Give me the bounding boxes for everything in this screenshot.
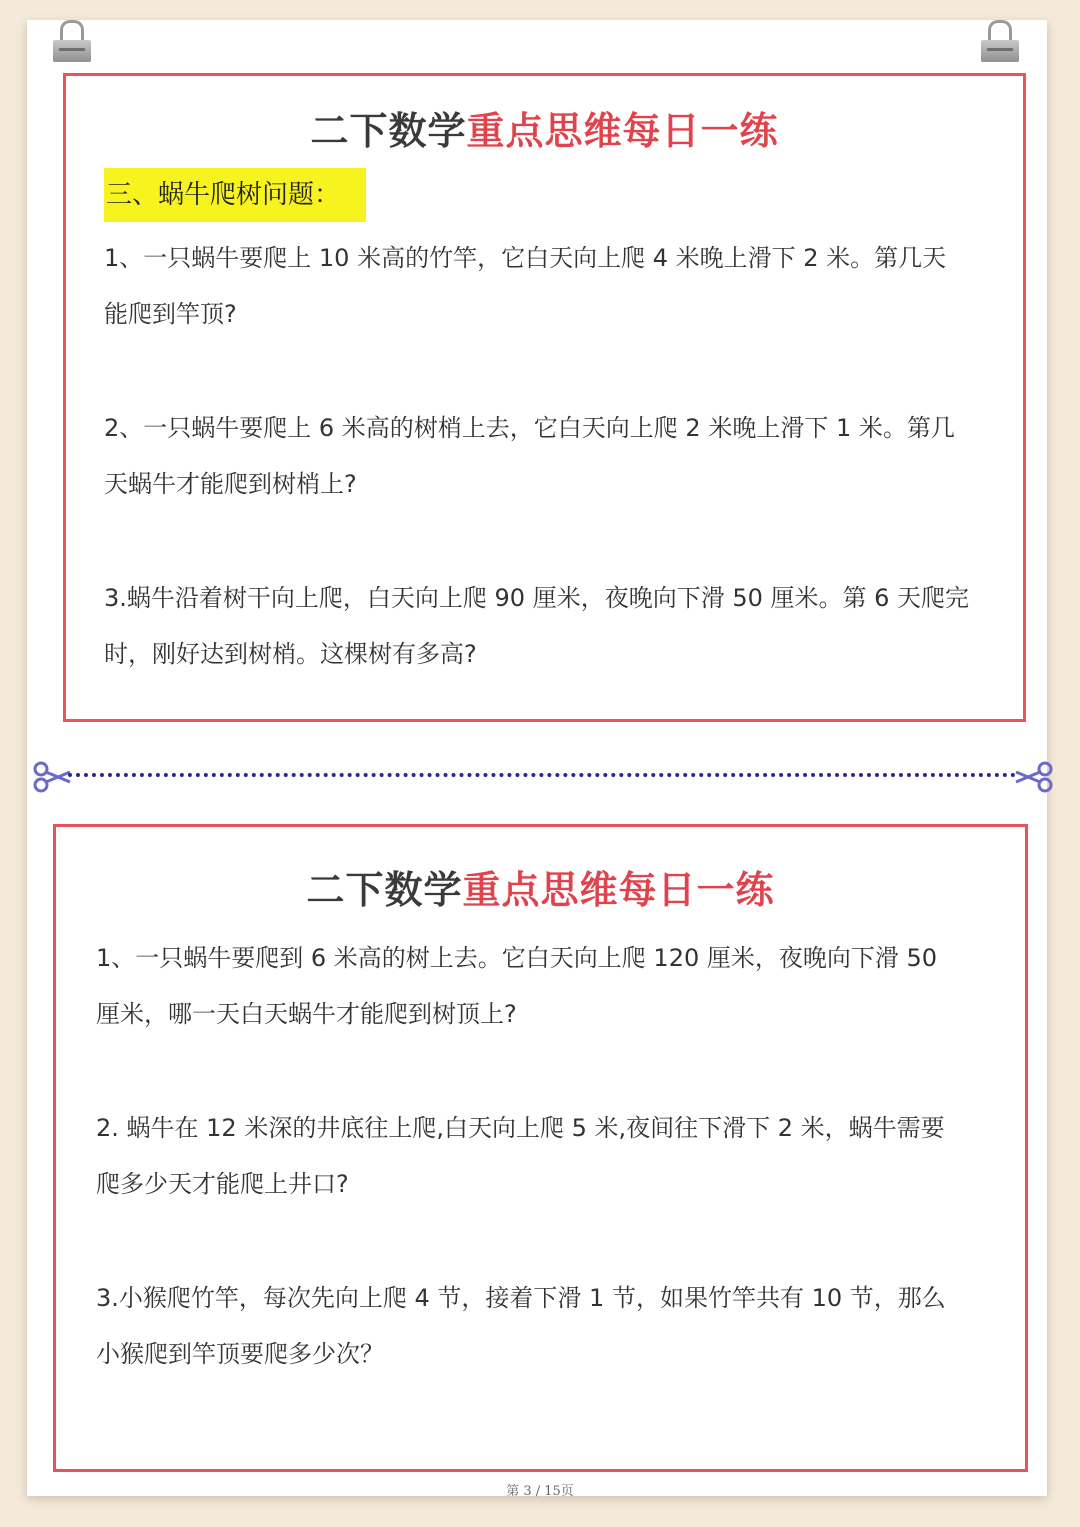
section-heading: 三、蜗牛爬树问题： — [104, 168, 366, 222]
title-red-part: 重点思维每日一练 — [466, 108, 779, 153]
question-line: 3.小猴爬竹竿，每次先向上爬 4 节，接着下滑 1 节，如果竹竿共有 10 节，那么 — [96, 1284, 946, 1312]
question-line: 爬多少天才能爬上井口? — [96, 1170, 349, 1198]
title-dark-part: 二下数学 — [310, 108, 467, 153]
question-line: 1、一只蜗牛要爬上 10 米高的竹竿，它白天向上爬 4 米晚上滑下 2 米。第几天 — [104, 244, 947, 272]
card-title — [66, 100, 1023, 155]
question-line: 厘米，哪一天白天蜗牛才能爬到树顶上? — [96, 1000, 517, 1028]
cut-line — [32, 758, 1054, 794]
exercise-card-2 — [53, 824, 1028, 1472]
title-dark-part: 二下数学 — [306, 867, 463, 912]
question-line: 2. 蜗牛在 12 米深的井底往上爬,白天向上爬 5 米,夜间往下滑下 2 米，蜗牛需要 — [96, 1114, 945, 1142]
scissors-icon — [1014, 758, 1054, 794]
question-line: 时，刚好达到树梢。这棵树有多高? — [104, 640, 477, 668]
question-line: 2、一只蜗牛要爬上 6 米高的树梢上去，它白天向上爬 2 米晚上滑下 1 米。第几 — [104, 414, 955, 442]
scissors-icon — [32, 758, 72, 794]
card-title — [56, 859, 1025, 914]
question-line: 3.蜗牛沿着树干向上爬，白天向上爬 90 厘米，夜晚向下滑 50 厘米。第 6 天爬完 — [104, 584, 970, 612]
binder-clip-icon — [979, 20, 1021, 64]
page-number: 第 3 / 15页 — [506, 1484, 574, 1499]
question-line: 天蜗牛才能爬到树梢上? — [104, 470, 357, 498]
dotted-line — [68, 773, 1016, 777]
title-red-part: 重点思维每日一练 — [462, 867, 775, 912]
question-line: 小猴爬到竿顶要爬多少次？ — [96, 1340, 384, 1368]
question-line: 能爬到竿顶? — [104, 300, 237, 328]
question-line: 1、一只蜗牛要爬到 6 米高的树上去。它白天向上爬 120 厘米，夜晚向下滑 50 — [96, 944, 938, 972]
binder-clip-icon — [51, 20, 93, 64]
exercise-card-1 — [63, 73, 1026, 722]
